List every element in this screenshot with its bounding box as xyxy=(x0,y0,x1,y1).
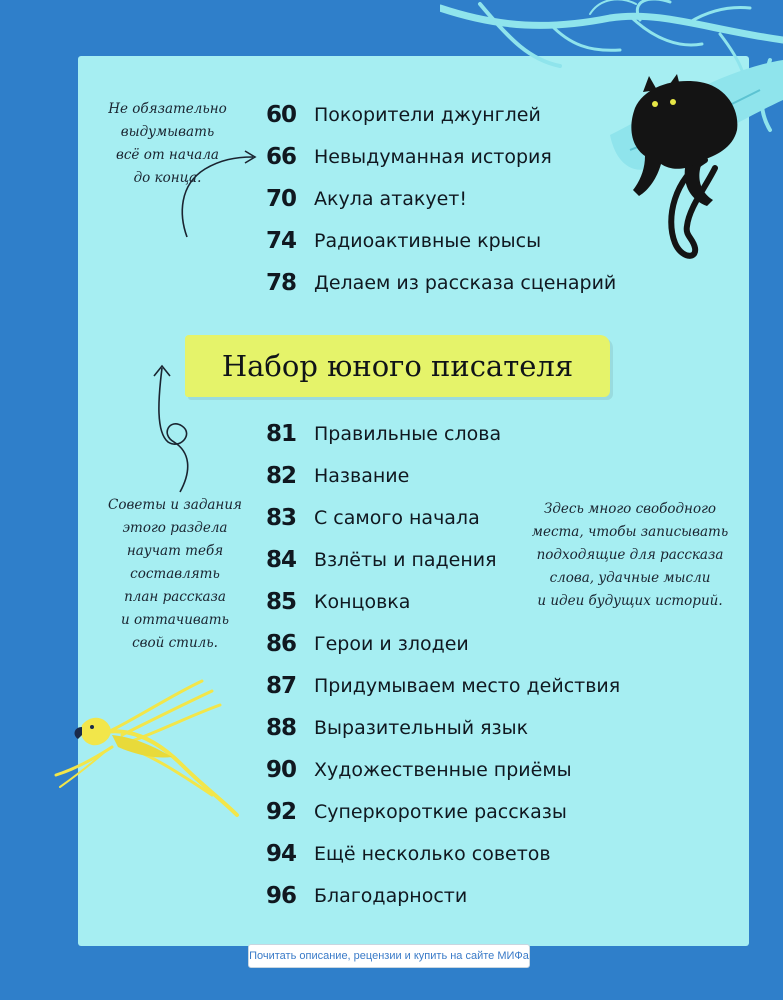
toc-row[interactable] xyxy=(258,542,497,578)
toc-chapter-title: Суперкороткие рассказы xyxy=(314,801,567,823)
toc-page-number: 83 xyxy=(265,505,296,531)
toc-chapter-title: Герои и злодеи xyxy=(314,633,469,655)
toc-chapter-title: Радиоактивные крысы xyxy=(314,230,542,252)
toc-page-number: 70 xyxy=(265,186,296,212)
toc-page-number: 96 xyxy=(265,883,296,909)
toc-page-number: 88 xyxy=(265,715,296,741)
section-banner xyxy=(185,335,610,397)
toc-row[interactable] xyxy=(258,181,467,217)
toc-row[interactable] xyxy=(258,668,620,704)
toc-row[interactable] xyxy=(258,794,567,830)
toc-row[interactable] xyxy=(258,836,551,872)
toc-page-number: 90 xyxy=(265,757,296,783)
panther-illustration xyxy=(615,68,745,268)
toc-row[interactable] xyxy=(258,416,501,452)
toc-page-number: 85 xyxy=(265,589,296,615)
toc-page-number: 84 xyxy=(265,547,296,573)
toc-chapter-title: Взлёты и падения xyxy=(314,549,497,571)
toc-row[interactable] xyxy=(258,626,469,662)
toc-page-number: 60 xyxy=(265,102,296,128)
toc-row[interactable] xyxy=(258,500,480,536)
toc-page-number: 74 xyxy=(265,228,296,254)
toc-chapter-title: Ещё несколько советов xyxy=(314,843,551,865)
toc-page-number: 94 xyxy=(265,841,296,867)
toc-row[interactable] xyxy=(258,878,467,914)
toc-row[interactable] xyxy=(258,265,616,301)
toc-chapter-title: Придумываем место действия xyxy=(314,675,621,697)
toc-chapter-title: Название xyxy=(314,465,410,487)
toc-chapter-title: Благодарности xyxy=(314,885,468,907)
toc-page-number: 86 xyxy=(265,631,296,657)
toc-chapter-title: Концовка xyxy=(314,591,411,613)
note-middle-right: Здесь много свободного места, чтобы записывать подходящие для рассказа слова, удачные мысли и идеи будущих историй. xyxy=(531,501,729,609)
toc-chapter-title: Выразительный язык xyxy=(314,717,529,739)
note-middle-left: Советы и задания этого раздела научат тебя составлять план рассказа и оттачивать свой стиль. xyxy=(108,497,242,651)
toc-chapter-title: Правильные слова xyxy=(314,423,502,445)
toc-row[interactable] xyxy=(258,710,528,746)
toc-row[interactable] xyxy=(258,97,541,133)
toc-chapter-title: Акула атакует! xyxy=(314,188,467,210)
toc-row[interactable] xyxy=(258,584,410,620)
toc-page-number: 92 xyxy=(265,799,296,825)
toc-row[interactable] xyxy=(258,752,572,788)
toc-page-number: 66 xyxy=(265,144,296,170)
buy-on-site-link[interactable]: Почитать описание, рецензии и купить на сайте МИФа xyxy=(248,944,530,968)
toc-chapter-title: Художественные приёмы xyxy=(314,759,572,781)
toc-row[interactable] xyxy=(258,139,552,175)
section-title: Набор юного писателя xyxy=(221,349,574,383)
toc-chapter-title: Покорители джунглей xyxy=(314,104,541,126)
toc-chapter-title: Делаем из рассказа сценарий xyxy=(314,272,617,294)
toc-row[interactable] xyxy=(258,223,541,259)
note-top-left: Не обязательно выдумывать всё от начала до конца. xyxy=(108,101,227,186)
toc-page-number: 87 xyxy=(265,673,296,699)
toc-page-number: 78 xyxy=(265,270,296,296)
toc-row[interactable] xyxy=(258,458,409,494)
toc-page-number: 82 xyxy=(265,463,296,489)
toc-chapter-title: С самого начала xyxy=(314,507,480,529)
toc-page-number: 81 xyxy=(265,421,296,447)
toc-chapter-title: Невыдуманная история xyxy=(314,146,552,168)
parrot-illustration xyxy=(52,675,242,825)
